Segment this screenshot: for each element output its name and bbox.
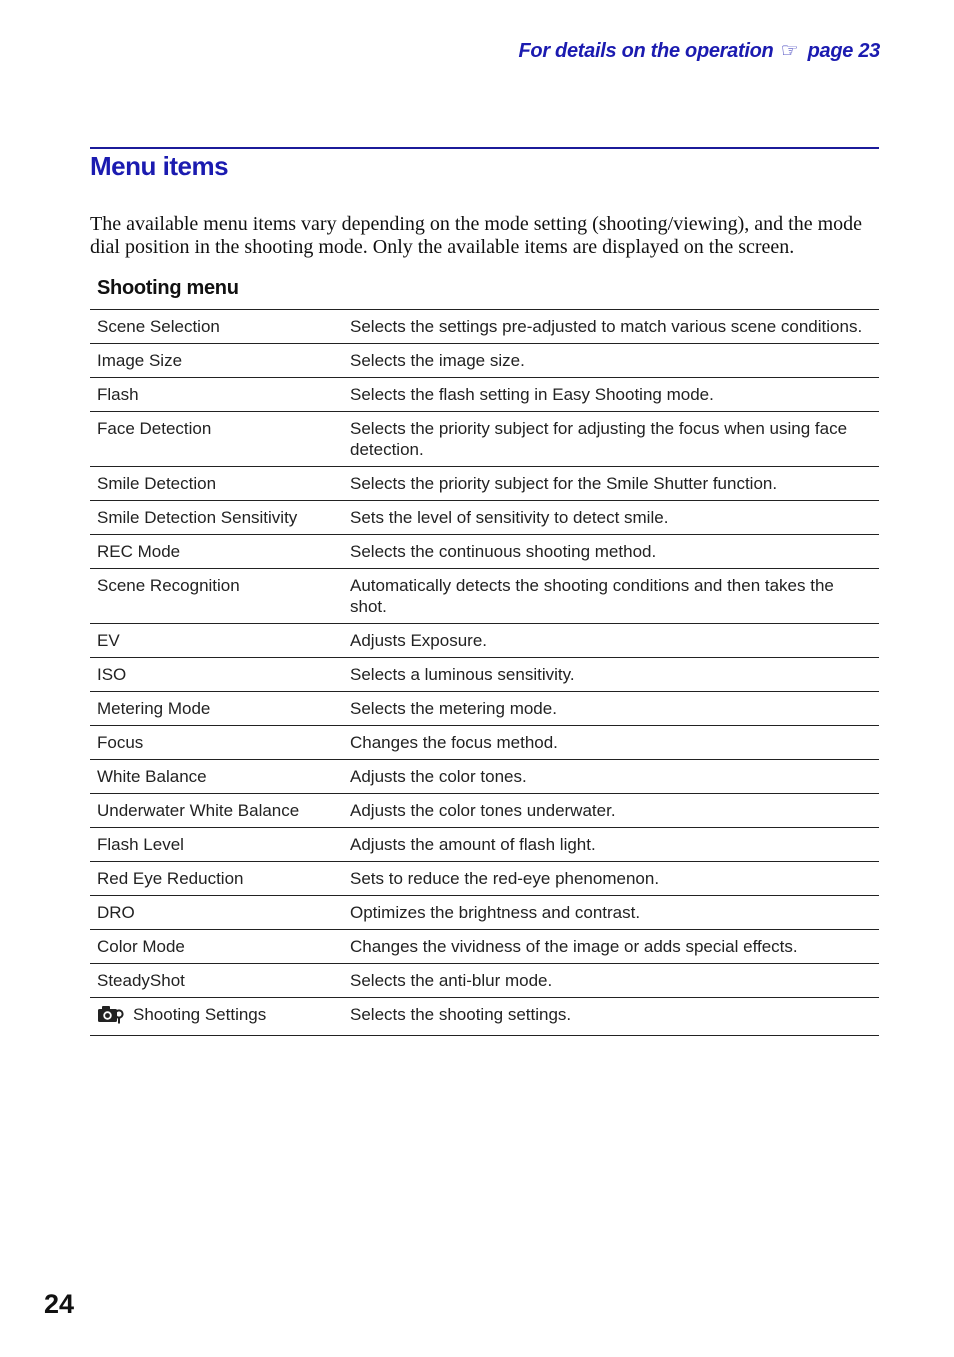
item-description: Selects the anti-blur mode. <box>350 971 553 990</box>
table-row <box>90 692 879 726</box>
pointing-hand-icon: ☞ <box>780 40 799 62</box>
camera-settings-icon <box>97 1004 125 1029</box>
table-title: Shooting menu <box>97 277 239 299</box>
table-row <box>90 930 879 964</box>
item-description: Selects the priority subject for the Smile Shutter function. <box>350 474 778 493</box>
item-name: Image Size <box>97 351 183 370</box>
table-row <box>90 964 879 998</box>
table-row <box>90 896 879 930</box>
item-name: Flash Level <box>97 835 184 854</box>
item-name: Face Detection <box>97 419 212 438</box>
item-name: Flash <box>97 385 139 404</box>
table-row <box>90 412 879 467</box>
link-prefix: For details on the operation <box>518 40 774 62</box>
item-description: Selects the metering mode. <box>350 699 557 718</box>
item-name: White Balance <box>97 767 207 786</box>
item-description: Sets the level of sensitivity to detect smile. <box>350 508 669 527</box>
item-description: Changes the focus method. <box>350 733 558 752</box>
operation-reference-link[interactable] <box>518 38 880 63</box>
table-row <box>90 310 879 344</box>
table-row <box>90 726 879 760</box>
item-description: Adjusts the color tones underwater. <box>350 801 616 820</box>
item-description: Adjusts the amount of flash light. <box>350 835 596 854</box>
table-row <box>90 344 879 378</box>
item-name: Smile Detection <box>97 474 217 493</box>
item-name: Metering Mode <box>97 699 211 718</box>
table-row <box>90 658 879 692</box>
item-name: EV <box>97 631 120 650</box>
table-row <box>90 501 879 535</box>
item-name: Color Mode <box>97 937 185 956</box>
item-name: Red Eye Reduction <box>97 869 244 888</box>
item-description: Selects the settings pre-adjusted to match various scene conditions. <box>350 317 863 336</box>
item-name-with-icon <box>90 998 343 1036</box>
item-description: Selects a luminous sensitivity. <box>350 665 575 684</box>
item-name: Focus <box>97 733 144 752</box>
item-name: Scene Recognition <box>97 576 240 595</box>
item-name: SteadyShot <box>97 971 185 990</box>
section-divider <box>90 147 879 149</box>
item-description: Selects the shooting settings. <box>350 1005 572 1024</box>
item-name: DRO <box>97 903 135 922</box>
table-row <box>90 998 879 1036</box>
item-name: Underwater White Balance <box>97 801 300 820</box>
item-name: Shooting Settings <box>133 1005 267 1024</box>
table-row <box>90 467 879 501</box>
item-name: REC Mode <box>97 542 181 561</box>
item-name: Smile Detection Sensitivity <box>97 508 298 527</box>
table-row <box>90 569 879 624</box>
page-number: 24 <box>44 1289 75 1319</box>
table-row <box>90 828 879 862</box>
item-description: Adjusts the color tones. <box>350 767 527 786</box>
item-description: Selects the flash setting in Easy Shooting mode. <box>350 385 714 404</box>
item-description: Optimizes the brightness and contrast. <box>350 903 641 922</box>
shooting-menu-table <box>90 309 879 1036</box>
item-name: Scene Selection <box>97 317 220 336</box>
table-row <box>90 760 879 794</box>
item-description: Sets to reduce the red-eye phenomenon. <box>350 869 660 888</box>
item-name: ISO <box>97 665 127 684</box>
item-description: Selects the image size. <box>350 351 525 370</box>
item-description: Changes the vividness of the image or adds special effects. <box>350 937 798 956</box>
item-description: Selects the priority subject for adjusting the focus when using face detection. <box>350 419 848 459</box>
item-description: Selects the continuous shooting method. <box>350 542 657 561</box>
section-title: Menu items <box>90 151 229 181</box>
intro-paragraph: The available menu items vary depending on the mode setting (shooting/viewing), and the mode dial position in the shooting mode. Only the available items are displayed on the screen. <box>90 213 863 258</box>
item-description: Adjusts Exposure. <box>350 631 488 650</box>
table-row <box>90 624 879 658</box>
table-row <box>90 794 879 828</box>
table-row <box>90 862 879 896</box>
link-target: page 23 <box>807 40 880 62</box>
table-row <box>90 378 879 412</box>
item-description: Automatically detects the shooting conditions and then takes the shot. <box>350 576 834 616</box>
table-row <box>90 535 879 569</box>
